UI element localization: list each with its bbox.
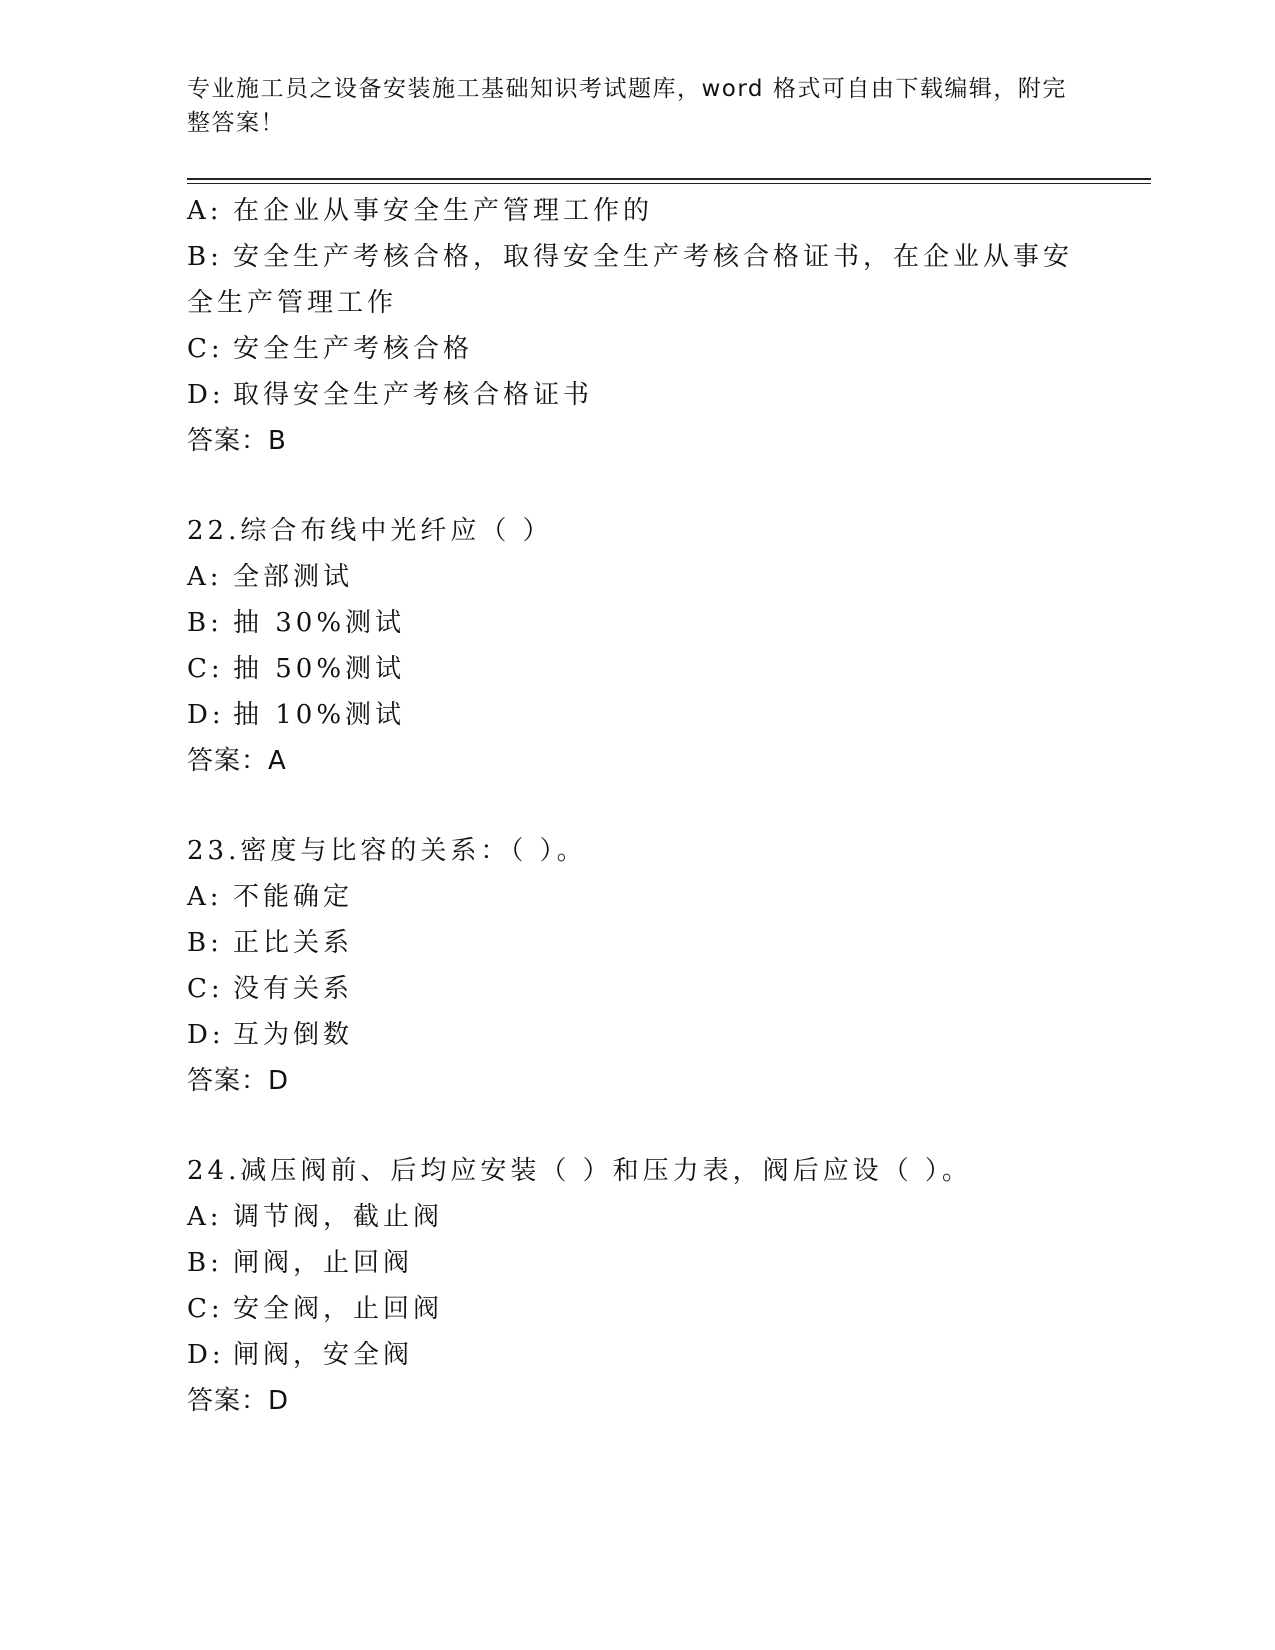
option-label: B:	[187, 1248, 223, 1278]
option-label: D:	[187, 1020, 225, 1050]
option-c	[187, 646, 1087, 692]
option-text: 互为倒数	[233, 1020, 354, 1050]
option-text: 闸阀，安全阀	[233, 1340, 414, 1370]
option-c	[187, 966, 1087, 1012]
question-23	[187, 828, 1087, 1104]
option-label: D:	[187, 700, 225, 730]
option-label: C:	[187, 974, 224, 1004]
option-d	[187, 1332, 1087, 1378]
answer: 答案：D	[187, 1066, 290, 1096]
option-b	[187, 1240, 1087, 1286]
answer: 答案：A	[187, 746, 287, 776]
question-22	[187, 508, 1087, 784]
question-list	[187, 188, 1087, 1424]
option-label: D:	[187, 1340, 225, 1370]
option-text: 没有关系	[233, 974, 354, 1004]
option-text: 安全生产考核合格，取得安全生产考核合格证书，在企业从事安全生产管理工作	[187, 242, 1074, 318]
option-a	[187, 1194, 1087, 1240]
option-b	[187, 600, 1087, 646]
option-text: 抽 50%测试	[233, 654, 406, 684]
option-text: 在企业从事安全生产管理工作的	[233, 196, 654, 226]
option-text: 安全阀，止回阀	[233, 1294, 444, 1324]
question-21	[187, 188, 1087, 464]
option-label: B:	[187, 928, 223, 958]
question-24	[187, 1148, 1087, 1424]
header-divider-thick	[187, 178, 1151, 180]
option-b	[187, 234, 1087, 326]
option-label: C:	[187, 1294, 224, 1324]
option-d	[187, 1012, 1087, 1058]
option-text: 不能确定	[233, 882, 354, 912]
option-c	[187, 326, 1087, 372]
option-label: A:	[187, 882, 223, 912]
question-text: 22.综合布线中光纤应（ ）	[187, 516, 553, 546]
option-d	[187, 692, 1087, 738]
answer: 答案：B	[187, 426, 287, 456]
option-text: 全部测试	[233, 562, 354, 592]
option-label: A:	[187, 196, 223, 226]
option-text: 正比关系	[233, 928, 354, 958]
option-label: C:	[187, 654, 224, 684]
document-header: 专业施工员之设备安装施工基础知识考试题库，word 格式可自由下载编辑，附完整答案！	[187, 76, 1067, 136]
option-label: B:	[187, 608, 223, 638]
option-b	[187, 920, 1087, 966]
option-label: C:	[187, 334, 224, 364]
option-a	[187, 188, 1087, 234]
option-label: B:	[187, 242, 223, 272]
option-text: 抽 10%测试	[233, 700, 406, 730]
answer: 答案：D	[187, 1386, 290, 1416]
option-text: 闸阀，止回阀	[233, 1248, 414, 1278]
option-a	[187, 554, 1087, 600]
option-text: 取得安全生产考核合格证书	[233, 380, 594, 410]
option-d	[187, 372, 1087, 418]
question-text: 24.减压阀前、后均应安装（ ）和压力表，阀后应设（ ）。	[187, 1156, 972, 1186]
option-c	[187, 1286, 1087, 1332]
header-divider-thin	[187, 183, 1151, 184]
option-label: A:	[187, 1202, 223, 1232]
option-label: A:	[187, 562, 223, 592]
question-text: 23.密度与比容的关系：（ ）。	[187, 836, 587, 866]
option-label: D:	[187, 380, 225, 410]
option-text: 抽 30%测试	[233, 608, 406, 638]
option-text: 调节阀，截止阀	[233, 1202, 444, 1232]
option-a	[187, 874, 1087, 920]
option-text: 安全生产考核合格	[233, 334, 474, 364]
